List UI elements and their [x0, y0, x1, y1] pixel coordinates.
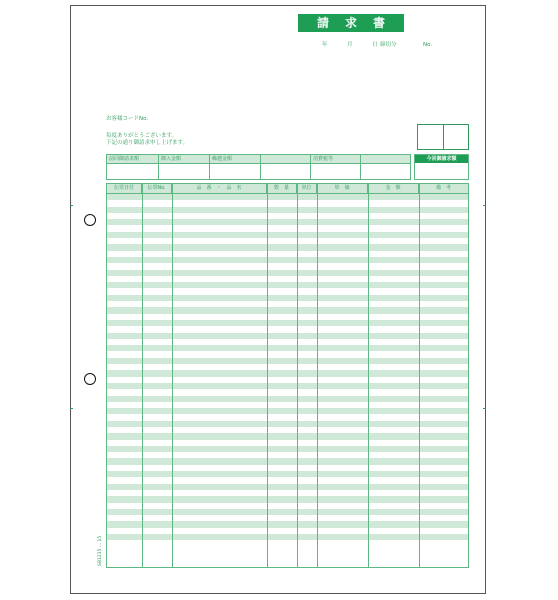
current-billing-label: 今回御請求額	[415, 155, 468, 163]
date-month-label: 月	[347, 42, 353, 48]
summary-cell	[159, 164, 210, 180]
summary-header-blank1	[261, 155, 311, 163]
date-year-label: 年	[322, 42, 328, 48]
summary-value-row	[107, 164, 410, 180]
summary-cell	[107, 164, 159, 180]
stamp-cell-left	[418, 125, 444, 149]
summary-header-prev-billing: 前回御請求額	[107, 155, 159, 163]
col-header-date: 伝票日付	[107, 184, 142, 193]
table-row	[107, 540, 468, 546]
col-header-slip-no: 伝票No.	[142, 184, 172, 193]
customer-code-label: お客様コードNo.	[106, 116, 149, 122]
summary-table	[106, 154, 411, 180]
alignment-mark	[483, 205, 486, 206]
punch-hole-bottom	[84, 373, 96, 385]
line-items-table	[106, 183, 469, 568]
col-header-remarks: 備 考	[435, 185, 451, 191]
summary-cell	[210, 164, 261, 180]
summary-cell	[361, 164, 410, 180]
col-header-unit: 単位	[297, 184, 317, 193]
summary-cell	[261, 164, 311, 180]
alignment-mark	[70, 205, 73, 206]
col-header-quantity: 数 量	[267, 184, 297, 193]
summary-header-tax: 消費税等	[311, 155, 361, 163]
summary-header-row	[107, 155, 410, 164]
summary-header-carryover: 繰越金額	[210, 155, 261, 163]
current-billing-box	[414, 154, 469, 180]
invoice-sheet	[70, 5, 486, 594]
form-code: SB1235 ... 15	[98, 535, 103, 566]
summary-header-payment: 御入金額	[159, 155, 210, 163]
line-item-rows	[107, 194, 468, 547]
punch-hole-top	[84, 214, 96, 226]
date-day-label: 日	[372, 42, 378, 48]
line-items-header-row	[107, 184, 468, 194]
col-header-unit-price: 単 価	[317, 184, 368, 193]
page-title: 請求書	[298, 14, 404, 32]
greeting-line1: 毎度ありがとうございます。	[106, 133, 178, 139]
summary-cell	[311, 164, 361, 180]
alignment-mark	[70, 408, 73, 409]
alignment-mark	[483, 408, 486, 409]
stamp-box	[417, 124, 469, 150]
summary-header-blank2	[361, 155, 410, 163]
col-header-amount: 金 額	[368, 184, 419, 193]
invoice-number-label: No.	[423, 42, 433, 48]
stamp-cell-right	[444, 125, 469, 149]
col-header-item: 品 番 ・ 品 名	[172, 184, 267, 193]
greeting-line2: 下記の通り御請求申し上げます。	[106, 140, 189, 146]
cutoff-label: 締切分	[380, 42, 397, 48]
